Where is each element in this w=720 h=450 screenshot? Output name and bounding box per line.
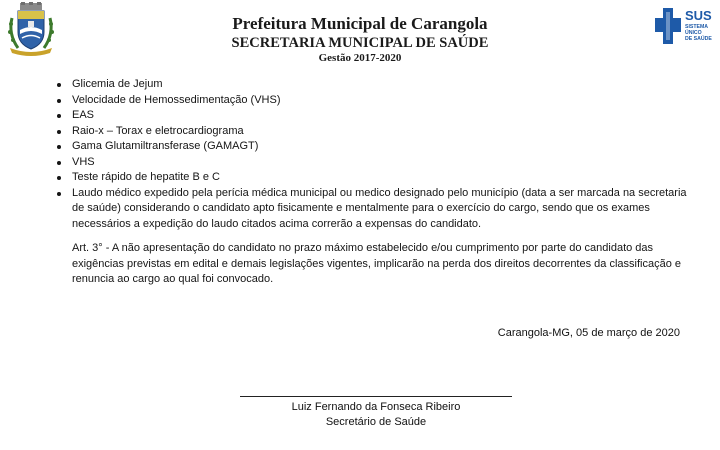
bullet-icon: [57, 145, 61, 149]
municipality-title: Prefeitura Municipal de Carangola: [232, 14, 488, 33]
department-title: SECRETARIA MUNICIPAL DE SAÚDE: [231, 35, 489, 51]
list-item: [55, 124, 690, 140]
bullet-icon: [57, 192, 61, 196]
list-item: [55, 186, 690, 233]
exam-text: Velocidade de Hemossedimentação (VHS): [72, 93, 281, 106]
list-item: [55, 139, 690, 155]
list-item: [55, 108, 690, 124]
exam-text: Raio-x – Torax e eletrocardiograma: [72, 124, 244, 137]
exam-list: [55, 77, 690, 232]
bullet-icon: [57, 99, 61, 103]
list-item: [55, 77, 690, 93]
sus-acronym: SUS: [685, 8, 712, 23]
exam-text: Teste rápido de hepatite B e C: [72, 171, 220, 183]
sus-line-3: DE SAÚDE: [685, 36, 712, 42]
list-item: [55, 155, 690, 171]
signature-line: [240, 396, 512, 397]
bullet-icon: [57, 114, 61, 118]
sus-logo-icon: [655, 6, 717, 48]
date-line: Carangola-MG, 05 de março de 2020: [497, 327, 680, 339]
article-paragraph: Art. 3° - A não apresentação do candidato no prazo máximo estabelecido e/ou cumprimento por parte do candidato das exigências previstas em edital e demais legislações vigentes, implicarão na perda dos direitos decorrentes da classificação e renuncia ao cargo ao qual foi convocado.: [72, 242, 681, 285]
administration-period: Gestão 2017-2020: [318, 52, 402, 64]
sus-line-2: ÚNICO: [685, 30, 702, 36]
exam-text: Laudo médico expedido pela perícia médica municipal ou medico designado pelo município (data a ser marcada na secretaria de saúde) considerando o candidato apto fisicamente e mentalmente para o exercício do cargo, sendo que os exames necessários a expedição do laudo citados acima correrão a expensas do candidato.: [72, 186, 687, 230]
list-item: [55, 93, 690, 109]
municipal-coat-of-arms-icon: [6, 2, 56, 56]
bullet-icon: [57, 83, 61, 87]
bullet-icon: [57, 161, 61, 165]
exam-text: EAS: [72, 109, 95, 121]
signatory-role: Secretário de Saúde: [325, 416, 427, 428]
bullet-icon: [57, 130, 61, 134]
bullet-icon: [57, 176, 61, 180]
document-body: [55, 77, 690, 299]
list-item: [55, 170, 690, 186]
exam-text: VHS: [72, 155, 95, 168]
exam-text: Glicemia de Jejum: [72, 78, 163, 90]
exam-text: Gama Glutamiltransferase (GAMAGT): [72, 140, 259, 152]
signatory-name: Luiz Fernando da Fonseca Ribeiro: [291, 401, 461, 413]
sus-line-1: SISTEMA: [685, 24, 709, 30]
